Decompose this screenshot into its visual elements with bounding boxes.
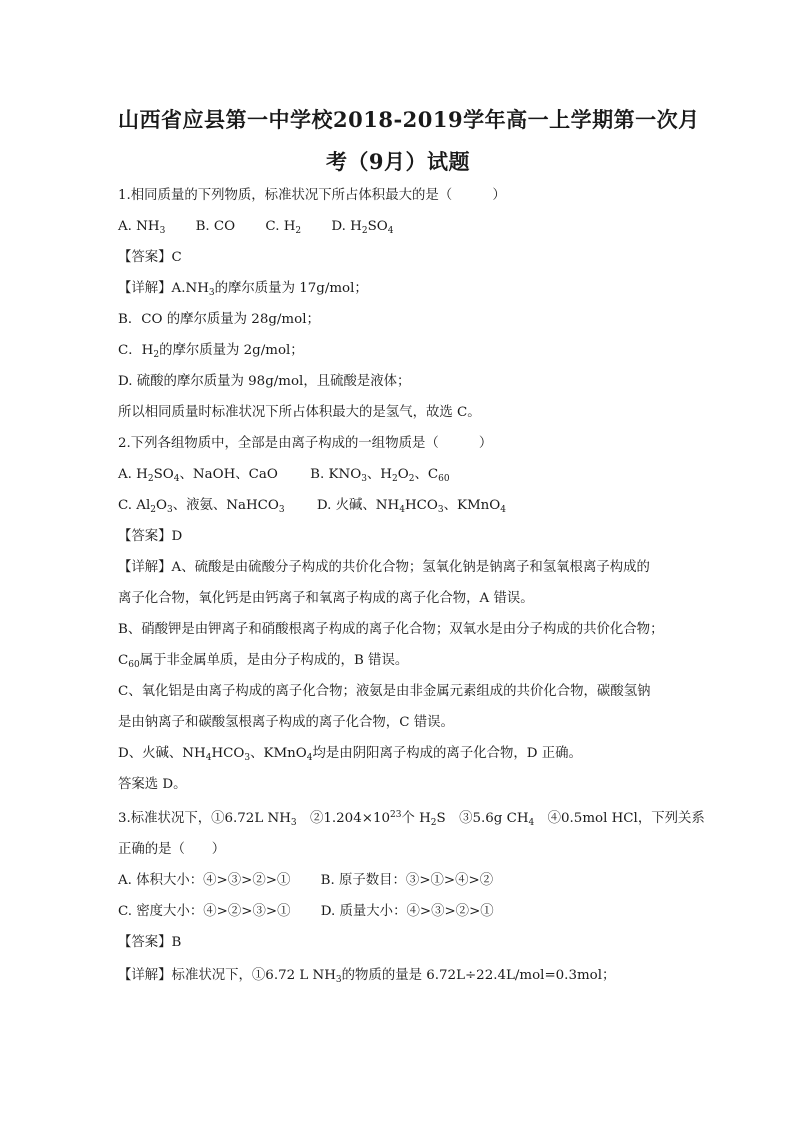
q1-detail-line-2: B．CO 的摩尔质量为 28g/mol； — [118, 312, 320, 327]
q3-option-b: B. 原子数目：③>①>④>② — [320, 873, 494, 888]
q2-option-a: A. $H_2SO_4$、NaOH、CaO — [118, 467, 278, 484]
q2-stem: 2.下列各组物质中，全部是由离子构成的一组物质是（ ） — [118, 436, 493, 451]
q1-answer: 【答案】C — [118, 250, 182, 265]
q2-detail-line-8: 答案选 D。 — [118, 777, 187, 792]
q2-options-ab — [118, 466, 450, 484]
q1-option-b: B. CO — [195, 219, 236, 234]
q2-detail-line-1: 【详解】A、硫酸是由硫酸分子构成的共价化合物；氢氧化钠是钠离子和氢氧根离子构成的 — [118, 560, 650, 575]
q3-option-c: C. 密度大小：④>②>③>① — [118, 904, 291, 919]
q3-options-cd — [118, 903, 494, 921]
q2-option-b: B. $KNO_3$、$H_2O_2$、$C_{60}$ — [310, 467, 450, 484]
q2-detail-line-2: 离子化合物，氧化钙是由钙离子和氧离子构成的离子化合物，A 错误。 — [118, 591, 534, 606]
q3-option-a: A. 体积大小：④>③>②>① — [118, 873, 291, 888]
q2-detail-line-7: D、火碱、$NH_4HCO_3$、KMnO$_4$均是由阴阳离子构成的离子化合物，D 正确。 — [118, 746, 582, 763]
q1-option-d: D. $H_2SO_4$ — [331, 219, 394, 236]
document-title-line-2: 考（9月）试题 — [325, 149, 471, 174]
q1-detail-line-3: C．$H_2$的摩尔质量为 2g/mol； — [118, 343, 304, 360]
q2-detail-line-5: C、氧化铝是由离子构成的离子化合物；液氨是由非金属元素组成的共价化合物，碳酸氢钠 — [118, 684, 651, 699]
q2-detail-line-6: 是由钠离子和碳酸氢根离子构成的离子化合物，C 错误。 — [118, 715, 454, 730]
q2-option-d: D. 火碱、$NH_4HCO_3$、KMnO$_4$ — [316, 498, 507, 515]
q3-stem-line-2: 正确的是（ ） — [118, 842, 226, 857]
q3-option-d: D. 质量大小：④>③>②>① — [320, 904, 494, 919]
q2-detail-line-3: B、硝酸钾是由钾离子和硝酸根离子构成的离子化合物；双氧水是由分子构成的共价化合物； — [118, 622, 664, 637]
q3-options-ab — [118, 872, 493, 890]
q1-option-a: A. $NH_3$ — [118, 219, 166, 236]
q2-detail-line-4: $C_{60}$属于非金属单质，是由分子构成的，B 错误。 — [118, 653, 409, 670]
q1-options — [118, 218, 393, 236]
document-title-line-1: 山西省应县第一中学校2018-2019学年高一上学期第一次月 — [118, 107, 700, 132]
q2-option-c: C. $Al_2O_3$、液氨、NaHCO$_3$ — [118, 498, 285, 515]
q3-detail-line-1: 【详解】标准状况下，①6.72 L $NH_3$的物质的量是 6.72L÷22.4L/mol=0.3mol； — [118, 968, 616, 985]
q1-detail-line-4: D. 硫酸的摩尔质量为 98g/mol，且硫酸是液体； — [118, 374, 411, 389]
q1-stem: 1.相同质量的下列物质，标准状况下所占体积最大的是（ ） — [118, 188, 506, 203]
q2-answer: 【答案】D — [118, 529, 183, 544]
q1-detail-line-1: 【详解】$A.NH_3$的摩尔质量为 17g/mol； — [118, 281, 368, 298]
q3-stem-line-1: 3.标准状况下，①6.72L $NH_3$ $②1.204\times 10^{23}$个 $H_2S$ ③5.6g $CH_4$ ④0.5mol HCl，下列关系 — [118, 810, 705, 828]
q3-answer: 【答案】B — [118, 935, 182, 950]
q1-option-c: C. $H_2$ — [265, 219, 302, 236]
q1-detail-line-5: 所以相同质量时标准状况下所占体积最大的是氢气，故选 C。 — [118, 405, 481, 420]
q2-options-cd — [118, 497, 506, 515]
